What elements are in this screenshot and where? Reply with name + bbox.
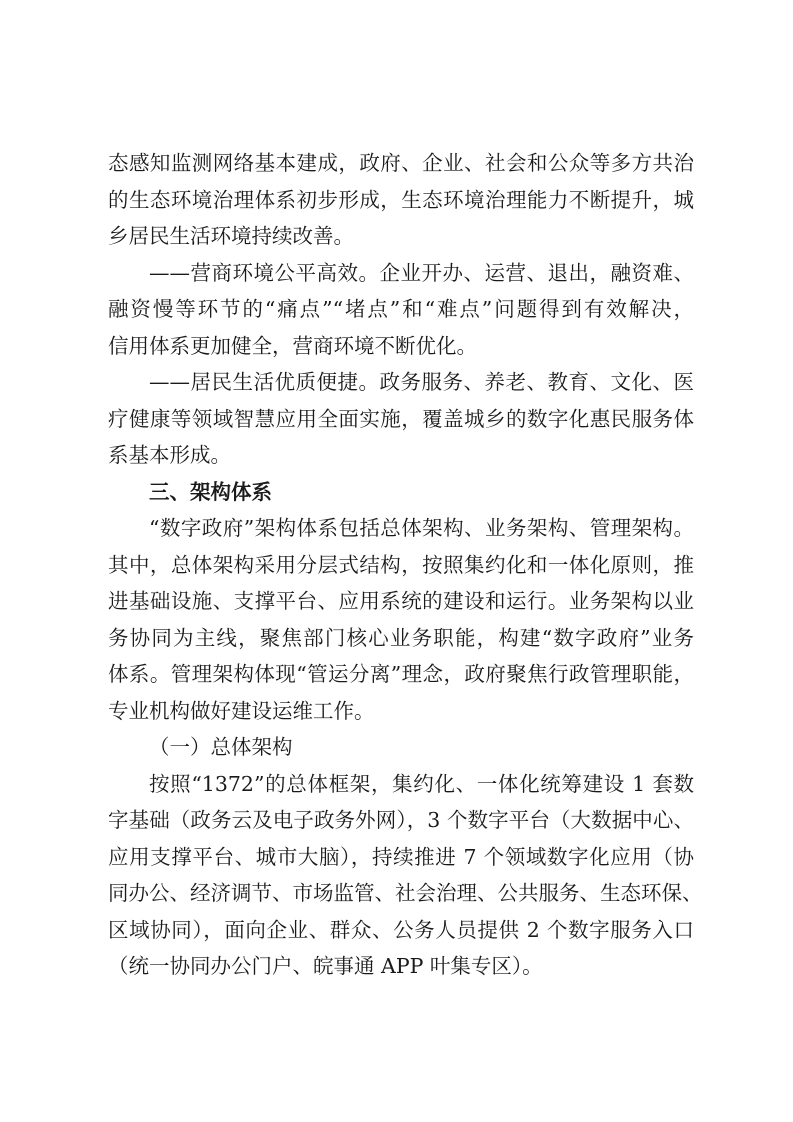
subsection-heading: （一）总体架构 [149, 735, 293, 759]
body-text-line: 区域协同），面向企业、群众、公务人员提供 2 个数字服务入口 [108, 917, 694, 942]
body-text-line: 的生态环境治理体系初步形成，生态环境治理能力不断提升，城 [108, 187, 694, 212]
body-text-line: “数字政府”架构体系包括总体架构、业务架构、管理架构。 [149, 516, 694, 540]
body-text-line: 进基础设施、支撑平台、应用系统的建设和运行。业务架构以业 [108, 589, 694, 613]
body-text-line: 按照“1372”的总体框架，集约化、一体化统筹建设 1 套数 [149, 771, 694, 796]
body-text-line: 同办公、经济调节、市场监管、社会治理、公共服务、生态环保、 [108, 881, 703, 905]
body-text-line: 专业机构做好建设运维工作。 [108, 698, 375, 723]
body-text-line: 疗健康等领域智慧应用全面实施，覆盖城乡的数字化惠民服务体 [108, 406, 694, 431]
body-text-line: 系基本形成。 [108, 443, 231, 467]
document-body [108, 145, 703, 985]
body-text-line: 字基础（政务云及电子政务外网），3 个数字平台（大数据中心、 [108, 808, 694, 832]
body-text-line: ——居民生活优质便捷。政务服务、养老、教育、文化、医 [149, 370, 694, 394]
body-text-line: （统一协同办公门户、皖事通 APP 叶集专区）。 [108, 954, 543, 978]
body-text-line: ——营商环境公平高效。企业开办、运营、退出，融资难、 [149, 260, 694, 285]
section-heading: 三、架构体系 [149, 479, 272, 504]
body-text-line: 乡居民生活环境持续改善。 [108, 224, 354, 248]
body-text-line: 务协同为主线，聚焦部门核心业务职能，构建“数字政府”业务 [108, 625, 694, 650]
body-text-line: 体系。管理架构体现“管运分离”理念，政府聚焦行政管理职能， [108, 662, 694, 686]
body-text-line: 态感知监测网络基本建成，政府、企业、社会和公众等多方共治 [108, 151, 694, 175]
body-text-line: 应用支撑平台、城市大脑），持续推进 7 个领域数字化应用（协 [108, 844, 694, 869]
body-text-line: 信用体系更加健全，营商环境不断优化。 [108, 333, 477, 358]
body-text-line: 其中，总体架构采用分层式结构，按照集约化和一体化原则，推 [108, 552, 694, 577]
body-text-line: 融资慢等环节的“痛点”“堵点”和“难点”问题得到有效解决， [108, 297, 694, 321]
